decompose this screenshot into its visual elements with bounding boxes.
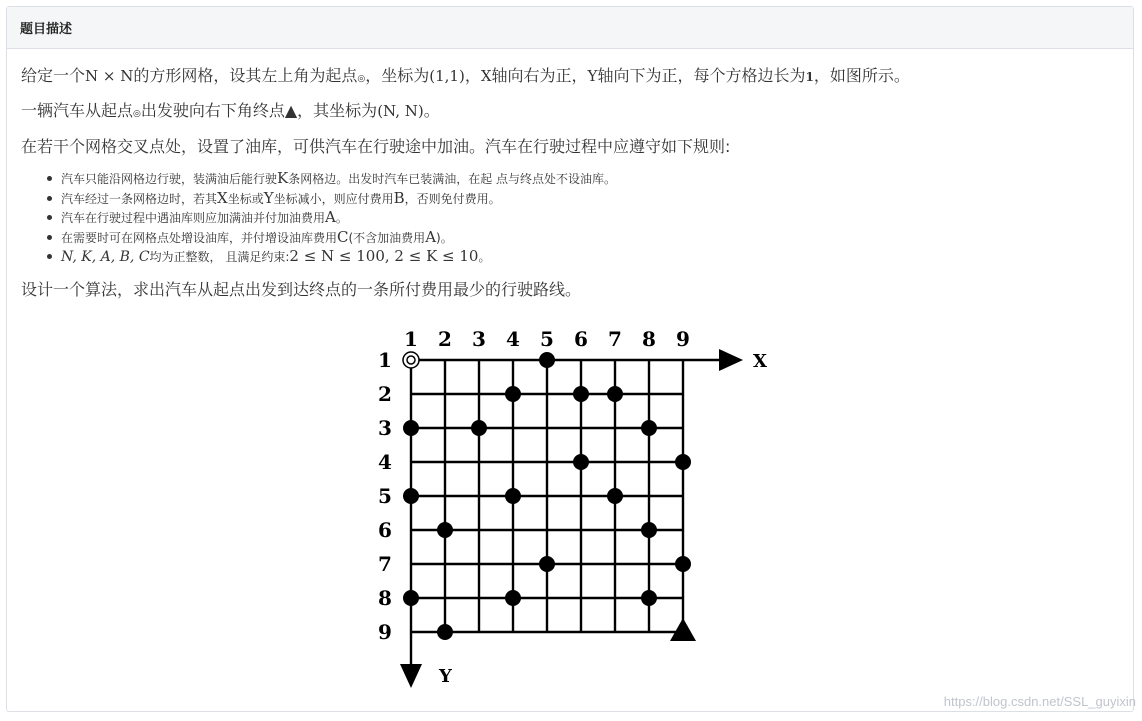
rule-item xyxy=(61,189,616,209)
math-x: X xyxy=(480,67,492,85)
depot-dot xyxy=(539,556,555,572)
rules-list xyxy=(21,169,616,267)
y-axis-arrow-icon xyxy=(400,664,422,688)
depot-dot xyxy=(437,624,453,640)
math-end-coord: (N, N) xyxy=(377,102,424,120)
watermark: https://blog.csdn.net/SSL_guyixin xyxy=(943,694,1136,709)
math-y: Y xyxy=(263,188,274,207)
text: 汽车经过一条网格边时，若其 xyxy=(61,191,218,206)
text: ， xyxy=(464,66,481,85)
text: 坐标或 xyxy=(227,191,264,206)
depot-dot xyxy=(573,386,589,402)
depot-dot xyxy=(403,488,419,504)
y-tick-label: 9 xyxy=(378,620,392,644)
paragraph-grid-definition xyxy=(21,63,910,86)
text: 。 xyxy=(478,250,491,264)
text: 。 xyxy=(335,211,348,225)
depot-dot xyxy=(505,386,521,402)
depot-dot xyxy=(505,488,521,504)
math-a: A xyxy=(325,208,336,226)
text: ，坐标为 xyxy=(365,66,430,85)
math-variables: N, K, A, B, C xyxy=(61,249,150,265)
depot-dot xyxy=(675,556,691,572)
depot-dot xyxy=(403,590,419,606)
x-tick-label: 8 xyxy=(642,327,656,351)
text: ，如图所示。 xyxy=(813,66,910,85)
text: 在若干个网格交叉点处，设置了油库，可供汽车在行驶途中加油。汽车在行驶过程中应遵守如下规则: xyxy=(21,137,731,156)
y-tick-label: 8 xyxy=(378,586,392,610)
text: 轴向下为正，每个方格边长为 xyxy=(597,66,806,85)
start-mark-icon: ◎ xyxy=(357,74,366,84)
text: 轴向右为正， xyxy=(491,66,588,85)
text: 条网格边。出发时汽车已装满油，在起 点与终点处不设油库。 xyxy=(288,172,617,186)
math-k: K xyxy=(277,169,289,187)
depot-dot xyxy=(505,590,521,606)
text: 均为正整数， 且满足约束: xyxy=(149,250,290,264)
y-tick-label: 1 xyxy=(378,348,392,372)
text: 在需要时可在网格点处增设油库，并付增设油库费用 xyxy=(61,230,338,245)
grid-figure xyxy=(369,320,779,690)
start-marker-inner xyxy=(407,356,415,364)
x-tick-label: 6 xyxy=(574,327,588,351)
text: 。 xyxy=(423,101,440,120)
rule-item xyxy=(61,247,616,267)
y-tick-label: 6 xyxy=(378,518,392,542)
depot-dot xyxy=(471,420,487,436)
end-marker-icon xyxy=(670,618,696,641)
math-constraints: 2 ≤ N ≤ 100, 2 ≤ K ≤ 10 xyxy=(289,247,479,265)
rule-item xyxy=(61,208,616,228)
x-tick-label: 3 xyxy=(472,327,486,351)
depot-dot xyxy=(403,420,419,436)
text: 一辆汽车从起点 xyxy=(21,101,134,120)
paragraph-depots xyxy=(21,134,730,157)
text: 汽车在行驶过程中遇油库则应加满油并付加油费用 xyxy=(61,211,326,225)
x-tick-label: 4 xyxy=(506,327,520,351)
math-start-coord: (1,1) xyxy=(429,67,465,85)
depot-dot xyxy=(573,454,589,470)
depot-dot xyxy=(675,454,691,470)
problem-card xyxy=(6,6,1134,712)
card-header xyxy=(7,7,1133,49)
text: 出发驶向右下角终点▲，其坐标为 xyxy=(140,101,378,120)
text: 坐标减小，则应付费用 xyxy=(273,191,394,206)
depot-dot xyxy=(641,522,657,538)
depot-dot xyxy=(539,352,555,368)
paragraph-car-route xyxy=(21,98,440,121)
x-tick-label: 2 xyxy=(438,327,452,351)
text: )。 xyxy=(436,230,453,245)
text: 汽车只能沿网格边行驶，装满油后能行驶 xyxy=(61,172,278,186)
x-tick-label: 9 xyxy=(676,327,690,351)
math-one: 1 xyxy=(805,70,814,84)
card-title: 题目描述 xyxy=(20,22,73,37)
rule-item xyxy=(61,228,616,248)
x-axis-label: X xyxy=(753,351,767,372)
rule-item xyxy=(61,169,616,189)
paragraph-task xyxy=(21,277,581,300)
depot-dot xyxy=(607,386,623,402)
math-b: B xyxy=(393,188,405,207)
y-tick-label: 7 xyxy=(378,552,392,576)
math-n-times-n: N × N xyxy=(85,67,134,85)
text: 给定一个 xyxy=(21,66,86,85)
y-tick-label: 4 xyxy=(378,450,392,474)
text: 设计一个算法，求出汽车从起点出发到达终点的一条所付费用最少的行驶路线。 xyxy=(21,280,582,299)
x-tick-label: 1 xyxy=(404,327,418,351)
x-axis-arrow-icon xyxy=(719,349,743,371)
depot-dot xyxy=(607,488,623,504)
text: ，否则免付费用。 xyxy=(404,191,501,206)
math-a: A xyxy=(425,227,437,246)
depot-dot xyxy=(641,420,657,436)
y-tick-label: 3 xyxy=(378,416,392,440)
x-tick-label: 5 xyxy=(540,327,554,351)
text: 的方形网格，设其左上角为起点 xyxy=(133,66,358,85)
y-tick-label: 5 xyxy=(378,484,392,508)
math-x: X xyxy=(217,188,228,207)
y-axis-label: Y xyxy=(439,666,452,687)
math-y: Y xyxy=(587,67,598,85)
depot-dot xyxy=(641,590,657,606)
start-mark-icon: ◎ xyxy=(133,109,141,119)
y-tick-label: 2 xyxy=(378,382,392,406)
x-tick-label: 7 xyxy=(608,327,622,351)
depot-dot xyxy=(437,522,453,538)
math-c: C xyxy=(337,227,349,246)
text: (不含加油费用 xyxy=(348,230,426,245)
